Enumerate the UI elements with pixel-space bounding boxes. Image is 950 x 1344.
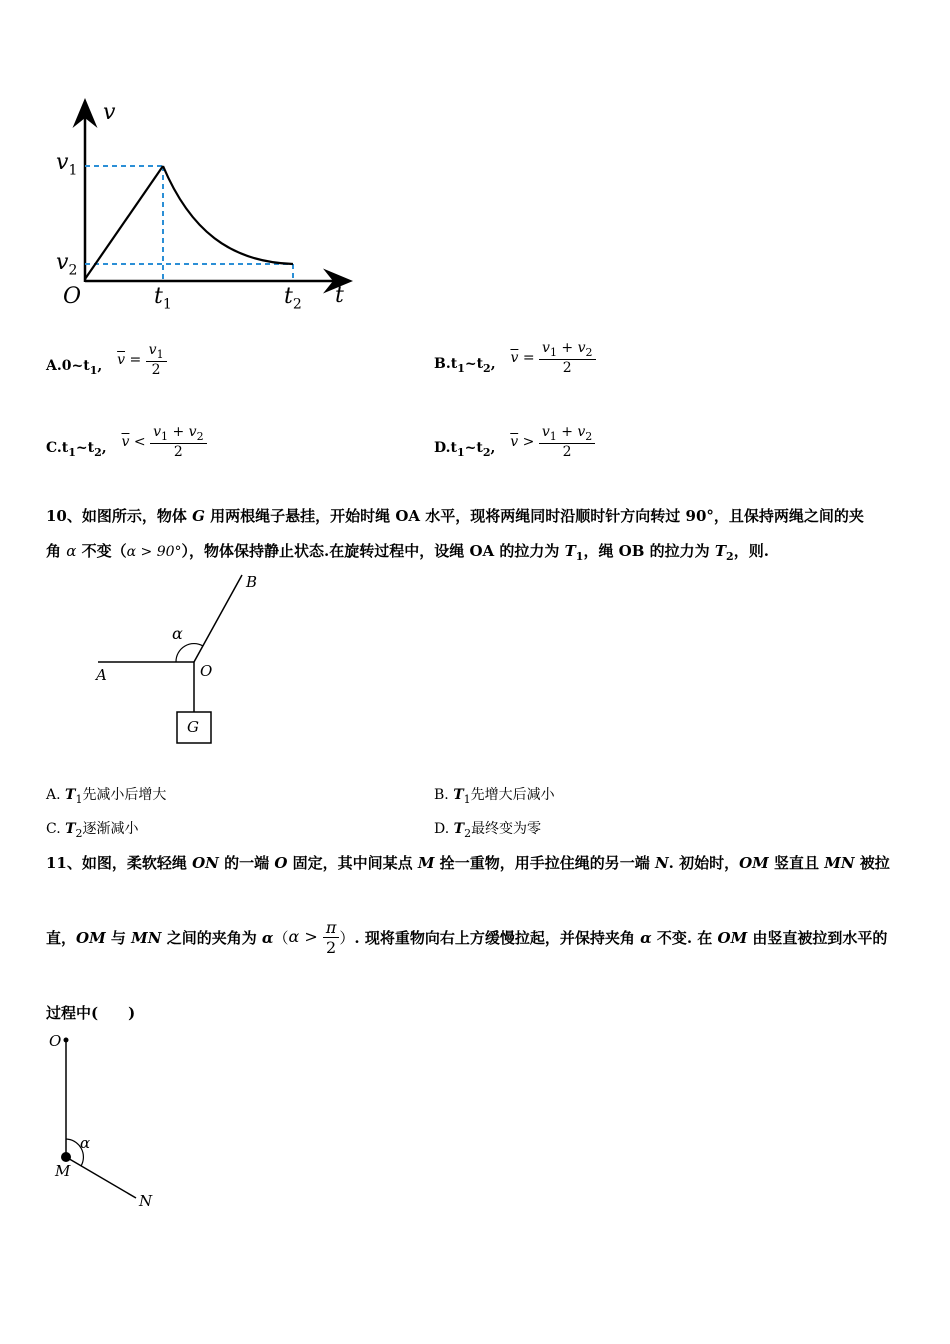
q10-label-g: G: [187, 718, 199, 736]
graph-origin-label: O: [63, 284, 82, 309]
q10-text-line2: 角 α 不变（α > 90°），物体保持静止状态.在旋转过程中，设绳 OA 的拉力为 $T_1$，绳 OB 的拉力为 $T_2$，则.: [46, 542, 769, 563]
q10-label-o: O: [200, 662, 213, 680]
graph-t1-label: $t_1$: [154, 284, 172, 313]
q11-label-m: M: [55, 1162, 71, 1180]
q9-option-c[interactable]: $C.t_1\sim t_2$, $\overline{v}$ < $\frac{v_1 + v_2}{2}$: [46, 424, 207, 460]
q11-label-n: N: [139, 1192, 153, 1210]
q10-label-b: B: [246, 573, 258, 591]
q11-text-line2: 直，OM 与 MN 之间的夹角为 α（α > $\frac{\pi}{2}$ ）. 现将重物向右上方缓慢拉起，并保持夹角 α 不变. 在 OM 由竖直被拉到水平的: [46, 918, 888, 957]
q10-label-alpha: α: [172, 624, 183, 643]
q10-option-c[interactable]: C. $T_2$逐渐减小: [46, 821, 139, 840]
q10-label-a: A: [96, 666, 107, 684]
q11-text-line3: 过程中( ): [46, 1004, 136, 1022]
q11-label-alpha: α: [80, 1134, 91, 1152]
q9-option-b[interactable]: $B.t_1\sim t_2$, $\overline{v}$ = $\frac{v_1 + v_2}{2}$: [434, 340, 596, 376]
graph-v2-label: $v_2$: [56, 250, 78, 279]
graph-v1-label: $v_1$: [56, 150, 78, 179]
q10-option-d[interactable]: D. $T_2$最终变为零: [434, 821, 542, 840]
point-m-weight: [61, 1152, 71, 1162]
q11-text-line1: 11、如图，柔软轻绳 ON 的一端 O 固定，其中间某点 M 拴一重物，用手拉住绳的另一端 N. 初始时，OM 竖直且 MN 被拉: [46, 854, 890, 872]
graph-y-axis-label: v: [103, 100, 116, 125]
rope-mn: [66, 1157, 136, 1198]
q10-text-line1: 10、如图所示，物体 G 用两根绳子悬挂，开始时绳 OA 水平，现将两绳同时沿顺时针方向转过 90°，且保持两绳之间的夹: [46, 507, 864, 525]
graph-x-axis-label: t: [335, 283, 344, 308]
q11-label-o: O: [49, 1032, 62, 1050]
q9-option-a[interactable]: $A.0\sim t_1$, $\overline{v}$ = $\frac{v_1}{2}$: [46, 342, 167, 378]
graph-t2-label: $t_2$: [284, 284, 302, 313]
q10-option-b[interactable]: B. $T_1$先增大后减小: [434, 787, 555, 806]
q9-option-d[interactable]: $D.t_1\sim t_2$, $\overline{v}$ > $\frac{v_1 + v_2}{2}$: [434, 424, 595, 460]
q10-option-a[interactable]: A. $T_1$先减小后增大: [46, 787, 167, 806]
